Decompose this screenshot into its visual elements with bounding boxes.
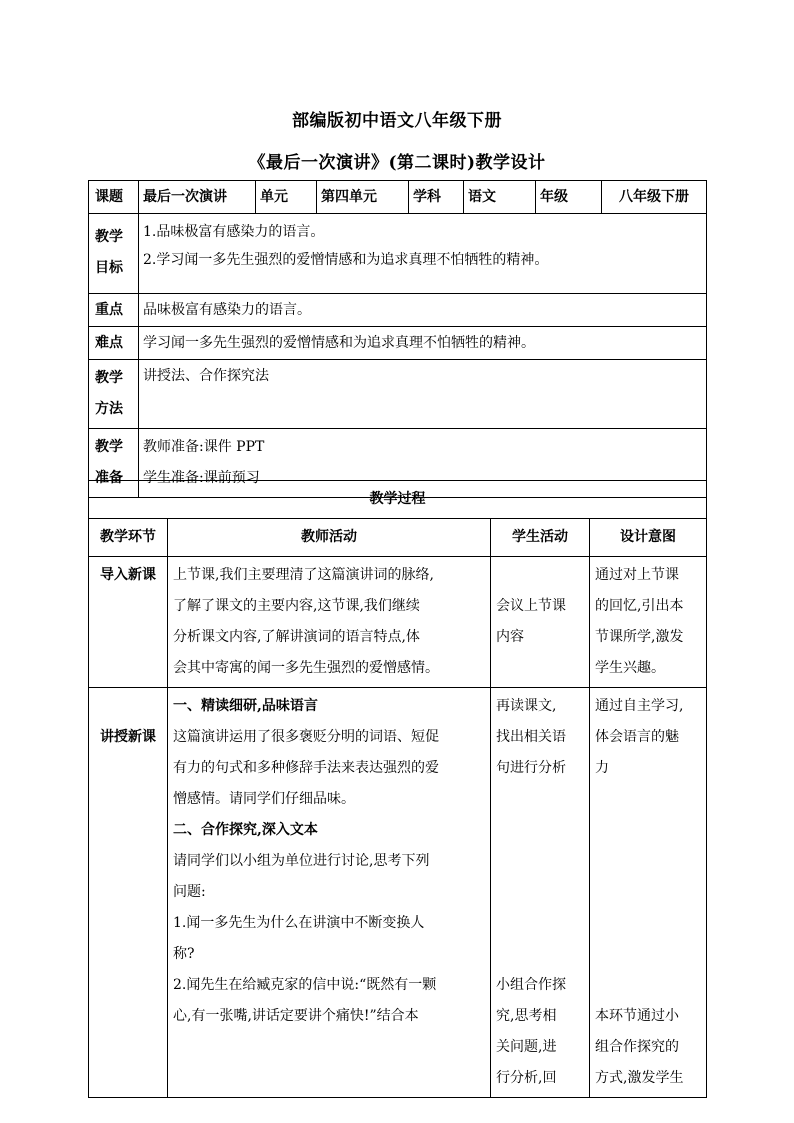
text-line: 会其中寄寓的闻一多先生强烈的爱憎感情。 <box>173 660 439 676</box>
header-teacher-activity: 教师活动 <box>168 519 491 557</box>
key-point-value: 品味极富有感染力的语言。 <box>139 294 707 327</box>
text-line: 有力的句式和多种修辞手法来表达强烈的爱 <box>173 760 439 776</box>
text-line: 这篇演讲运用了很多褒贬分明的词语、短促 <box>173 729 439 745</box>
key-point-row <box>89 294 707 327</box>
text-line: 句进行分析 <box>496 760 566 776</box>
key-point-label: 重点 <box>89 294 139 327</box>
text-line: 体会语言的魅 <box>595 729 679 745</box>
text-line: 组合作探究的 <box>595 1039 679 1055</box>
text-line: 通过自主学习, <box>595 698 684 714</box>
goals-label-line2: 目标 <box>95 260 123 276</box>
goals-row <box>89 214 707 294</box>
header-design-intent: 设计意图 <box>590 519 707 557</box>
difficulty-label: 难点 <box>89 327 139 360</box>
text-line: 行分析,回 <box>496 1070 557 1086</box>
lesson-info-table <box>88 180 707 498</box>
text-line: 称? <box>173 946 195 962</box>
intro-teacher-activity <box>168 557 491 688</box>
process-title: 教学过程 <box>89 481 707 519</box>
document-subtitle: 《最后一次演讲》(第二课时)教学设计 <box>248 153 546 173</box>
goal-item: 1.品味极富有感染力的语言。 <box>143 224 325 240</box>
grade-value: 八年级下册 <box>602 181 707 214</box>
text-line: 通过对上节课 <box>595 567 679 583</box>
text-line: 上节课,我们主要理清了这篇演讲词的脉络, <box>173 567 434 583</box>
new-lesson-stage <box>89 688 168 1098</box>
text-line: 的回忆,引出本 <box>595 598 684 614</box>
teaching-process-table <box>88 480 707 1098</box>
subject-label: 学科 <box>409 181 464 214</box>
text-line: 关问题,进 <box>496 1039 557 1055</box>
methods-row <box>89 360 707 429</box>
text-line: 本环节通过小 <box>595 1008 679 1024</box>
document-title: 部编版初中语文八年级下册 <box>292 111 502 131</box>
text-line: 方式,激发学生 <box>595 1070 684 1086</box>
intro-design-intent <box>590 557 707 688</box>
goals-label-line1: 教学 <box>95 229 123 245</box>
difficulty-value: 学习闻一多先生强烈的爱憎情感和为追求真理不怕牺牲的精神。 <box>139 327 707 360</box>
subject-value: 语文 <box>464 181 536 214</box>
header-stage: 教学环节 <box>89 519 168 557</box>
text-line: 问题: <box>173 884 206 900</box>
header-student-activity: 学生活动 <box>491 519 590 557</box>
goals-label <box>89 214 139 294</box>
text-line: 2.闻先生在给臧克家的信中说:“既然有一颗 <box>173 977 437 993</box>
text-line: 了解了课文的主要内容,这节课,我们继续 <box>173 598 420 614</box>
intro-row <box>89 557 707 688</box>
topic-value: 最后一次演讲 <box>139 181 256 214</box>
text-line: 会议上节课 <box>496 598 566 614</box>
stage-label: 讲授新课 <box>100 729 156 745</box>
unit-label: 单元 <box>256 181 317 214</box>
new-lesson-teacher-activity <box>168 688 491 1098</box>
text-line: 找出相关语 <box>496 729 566 745</box>
text-line: 憎感情。请同学们仔细品味。 <box>173 791 355 807</box>
text-line: 小组合作探 <box>496 977 566 993</box>
methods-label-line1: 教学 <box>95 370 123 386</box>
topic-label: 课题 <box>89 181 139 214</box>
new-lesson-row <box>89 688 707 1098</box>
process-title-row <box>89 481 707 519</box>
student-preparation: 学生准备:课前预习 <box>143 470 260 486</box>
section1-title: 一、精读细研,品味语言 <box>173 698 318 714</box>
text-line: 分析课文内容,了解讲演词的语言特点,体 <box>173 629 420 645</box>
new-lesson-student-activity <box>491 688 590 1098</box>
intro-stage: 导入新课 <box>89 557 168 688</box>
goals-content <box>139 214 707 294</box>
section2-title: 二、合作探究,深入文本 <box>173 822 318 838</box>
text-line: 1.闻一多先生为什么在讲演中不断变换人 <box>173 915 425 931</box>
methods-value: 讲授法、合作探究法 <box>139 360 707 429</box>
info-row <box>89 181 707 214</box>
methods-label <box>89 360 139 429</box>
text-line: 再读课文, <box>496 698 557 714</box>
methods-label-line2: 方法 <box>95 401 123 417</box>
difficulty-row <box>89 327 707 360</box>
text-line: 节课所学,激发 <box>595 629 684 645</box>
new-lesson-design-intent <box>590 688 707 1098</box>
text-line: 心,有一张嘴,讲话定要讲个痛快!”结合本 <box>173 1008 419 1024</box>
text-line: 力 <box>595 760 609 776</box>
text-line: 学生兴趣。 <box>595 660 665 676</box>
unit-value: 第四单元 <box>317 181 409 214</box>
process-header-row <box>89 519 707 557</box>
preparation-label-line2: 准备 <box>95 470 123 486</box>
preparation-label-line1: 教学 <box>95 439 123 455</box>
text-line: 请同学们以小组为单位进行讨论,思考下列 <box>173 853 430 869</box>
goal-item: 2.学习闻一多先生强烈的爱憎情感和为追求真理不怕牺牲的精神。 <box>143 252 549 268</box>
text-line: 内容 <box>496 629 524 645</box>
text-line: 究,思考相 <box>496 1008 557 1024</box>
teacher-preparation: 教师准备:课件 PPT <box>143 439 265 455</box>
grade-label: 年级 <box>536 181 602 214</box>
intro-student-activity <box>491 557 590 688</box>
